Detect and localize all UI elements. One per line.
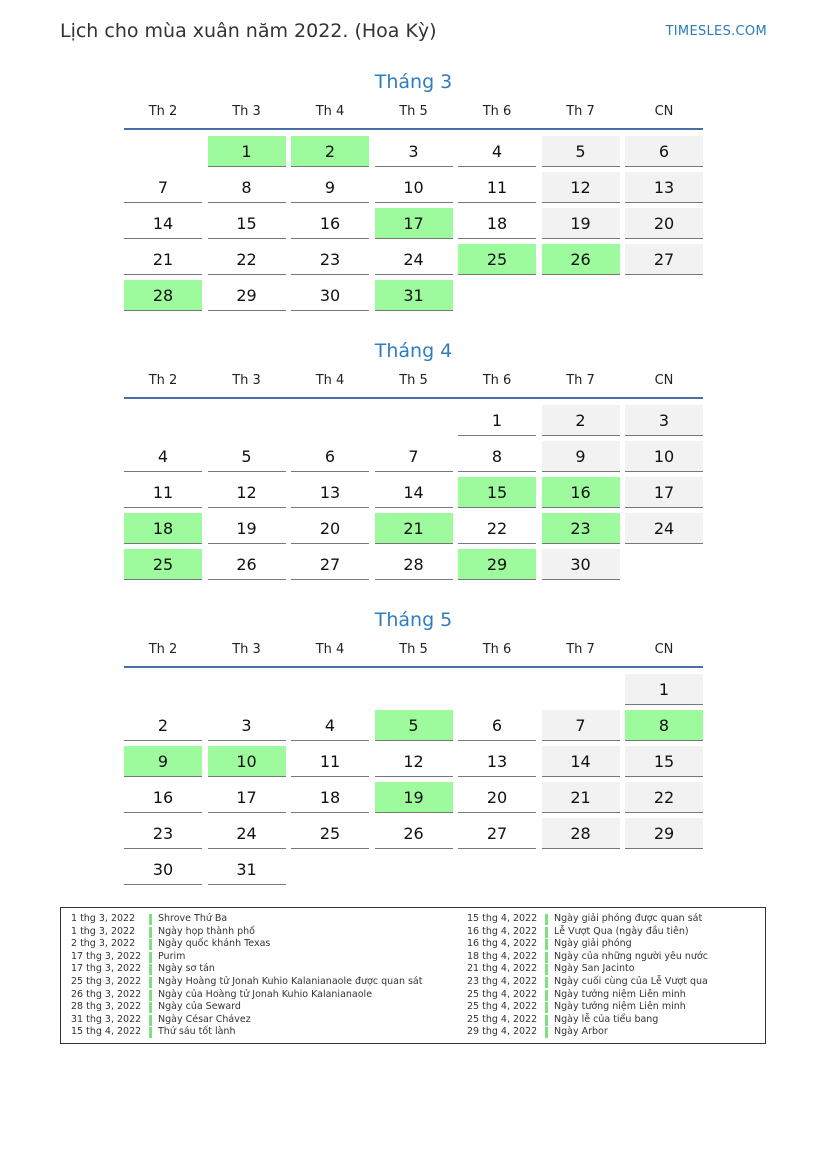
day-cell: 10	[208, 746, 286, 777]
legend-holiday-name: Thứ sáu tốt lành	[158, 1026, 236, 1038]
legend-date: 18 thg 4, 2022	[467, 950, 538, 962]
weekday-header	[124, 101, 703, 130]
day-cell: 16	[291, 208, 369, 239]
day-cell: 7	[542, 710, 620, 741]
holiday-marker	[545, 964, 548, 975]
holiday-marker	[545, 977, 548, 988]
holiday-marker	[149, 939, 152, 950]
weekday-label: Th 6	[482, 373, 512, 388]
legend-holiday-name: Ngày họp thành phố	[158, 925, 255, 937]
legend-holiday-name: Ngày của Hoàng tử Jonah Kuhio Kalanianaole	[158, 988, 373, 1000]
month-title: Tháng 3	[374, 71, 453, 93]
day-cell: 7	[375, 441, 453, 472]
weekday-label: Th 3	[232, 104, 261, 119]
day-cell: 13	[458, 746, 536, 777]
legend-holiday-name: Purim	[158, 950, 186, 962]
day-cell: 15	[208, 208, 286, 239]
holiday-marker	[545, 914, 548, 925]
legend-holiday-name: Ngày giải phóng được quan sát	[554, 913, 703, 924]
holiday-marker	[149, 977, 152, 988]
day-cell: 12	[542, 172, 620, 203]
day-cell: 22	[208, 244, 286, 275]
legend-date: 15 thg 4, 2022	[467, 913, 538, 924]
day-cell: 15	[625, 746, 703, 777]
day-cell: 13	[291, 477, 369, 508]
day-cell: 20	[458, 782, 536, 813]
weekday-label: CN	[654, 642, 674, 657]
holiday-marker	[149, 1027, 152, 1038]
legend-date: 25 thg 4, 2022	[467, 1001, 538, 1013]
weekday-label: Th 4	[315, 373, 345, 388]
day-grid	[124, 130, 703, 330]
day-cell: 2	[291, 136, 369, 167]
holiday-marker	[149, 1015, 152, 1026]
day-cell: 2	[542, 405, 620, 436]
legend-date: 21 thg 4, 2022	[467, 963, 538, 975]
legend-date: 28 thg 3, 2022	[71, 1001, 142, 1013]
legend-date: 25 thg 3, 2022	[71, 975, 142, 987]
day-cell: 29	[208, 280, 286, 311]
holiday-marker	[149, 927, 152, 938]
weekday-label: Th 2	[148, 642, 178, 657]
day-cell: 5	[208, 441, 286, 472]
day-cell: 3	[208, 710, 286, 741]
day-cell: 25	[124, 549, 202, 580]
day-cell: 23	[542, 513, 620, 544]
holiday-marker	[545, 927, 548, 938]
day-cell: 19	[375, 782, 453, 813]
legend-holiday-name: Ngày lễ của tiểu bang	[554, 1013, 659, 1025]
day-cell: 6	[291, 441, 369, 472]
legend-holiday-name: Ngày của những người yêu nước	[554, 950, 708, 962]
legend-date: 31 thg 3, 2022	[71, 1013, 142, 1025]
holiday-marker	[149, 964, 152, 975]
day-cell: 17	[375, 208, 453, 239]
day-cell: 14	[124, 208, 202, 239]
day-cell: 22	[458, 513, 536, 544]
day-cell: 9	[124, 746, 202, 777]
day-cell: 29	[458, 549, 536, 580]
day-cell: 4	[124, 441, 202, 472]
day-cell: 25	[458, 244, 536, 275]
legend-date: 15 thg 4, 2022	[71, 1026, 142, 1038]
day-cell: 24	[375, 244, 453, 275]
day-cell: 18	[291, 782, 369, 813]
day-cell: 12	[208, 477, 286, 508]
holiday-marker	[545, 1015, 548, 1026]
brand-link[interactable]: TIMESLES.COM	[665, 24, 767, 39]
day-cell: 1	[625, 674, 703, 705]
day-cell: 1	[458, 405, 536, 436]
weekday-label: Th 7	[566, 104, 595, 119]
weekday-label: Th 7	[566, 642, 595, 657]
weekday-label: Th 7	[566, 373, 595, 388]
day-cell: 28	[375, 549, 453, 580]
day-cell: 15	[458, 477, 536, 508]
weekday-label: CN	[654, 104, 674, 119]
day-cell: 5	[542, 136, 620, 167]
day-cell: 27	[625, 244, 703, 275]
month-march	[124, 67, 703, 330]
legend-date: 25 thg 4, 2022	[467, 988, 538, 1000]
day-cell: 24	[208, 818, 286, 849]
day-cell: 28	[542, 818, 620, 849]
page-title: Lịch cho mùa xuân năm 2022. (Hoa Kỳ)	[60, 20, 437, 42]
legend-date: 2 thg 3, 2022	[71, 938, 136, 950]
weekday-label: Th 3	[232, 642, 261, 657]
legend-holiday-name: Lễ Vượt Qua (ngày đầu tiên)	[554, 925, 689, 937]
day-cell: 19	[208, 513, 286, 544]
day-cell: 23	[124, 818, 202, 849]
day-cell: 24	[625, 513, 703, 544]
legend-holiday-name: Ngày César Chávez	[158, 1013, 251, 1025]
day-cell: 8	[458, 441, 536, 472]
weekday-label: Th 4	[315, 642, 345, 657]
day-cell: 11	[124, 477, 202, 508]
legend-holiday-name: Ngày của Seward	[158, 1001, 241, 1013]
day-cell: 4	[291, 710, 369, 741]
weekday-label: Th 5	[399, 642, 428, 657]
month-april	[124, 336, 703, 599]
legend-holiday-name: Shrove Thứ Ba	[158, 913, 228, 924]
weekday-label: Th 6	[482, 642, 512, 657]
legend-date: 26 thg 3, 2022	[71, 988, 142, 1000]
day-cell: 16	[542, 477, 620, 508]
day-cell: 3	[625, 405, 703, 436]
month-title: Tháng 4	[374, 340, 453, 362]
legend-date: 17 thg 3, 2022	[71, 950, 142, 962]
holiday-marker	[545, 1027, 548, 1038]
day-cell: 13	[625, 172, 703, 203]
day-cell: 21	[542, 782, 620, 813]
holiday-marker	[149, 914, 152, 925]
legend-date: 29 thg 4, 2022	[467, 1026, 538, 1038]
day-cell: 9	[291, 172, 369, 203]
holiday-legend	[60, 907, 766, 1044]
day-cell: 8	[208, 172, 286, 203]
day-cell: 16	[124, 782, 202, 813]
day-cell: 18	[124, 513, 202, 544]
day-cell: 30	[291, 280, 369, 311]
legend-holiday-name: Ngày Arbor	[554, 1026, 608, 1038]
day-cell: 11	[458, 172, 536, 203]
weekday-label: Th 2	[148, 373, 178, 388]
day-cell: 19	[542, 208, 620, 239]
day-cell: 5	[375, 710, 453, 741]
day-cell: 30	[542, 549, 620, 580]
day-cell: 11	[291, 746, 369, 777]
legend-date: 17 thg 3, 2022	[71, 963, 142, 975]
weekday-header	[124, 639, 703, 668]
legend-holiday-name: Ngày tưởng niệm Liên minh	[554, 988, 686, 1000]
day-cell: 22	[625, 782, 703, 813]
day-cell: 31	[208, 854, 286, 885]
weekday-label: Th 4	[315, 104, 345, 119]
day-cell: 31	[375, 280, 453, 311]
day-cell: 18	[458, 208, 536, 239]
legend-holiday-name: Ngày San Jacinto	[554, 963, 635, 975]
day-cell: 9	[542, 441, 620, 472]
weekday-label: Th 5	[399, 373, 428, 388]
day-cell: 7	[124, 172, 202, 203]
day-cell: 10	[375, 172, 453, 203]
legend-holiday-name: Ngày quốc khánh Texas	[158, 938, 271, 950]
weekday-label: Th 5	[399, 104, 428, 119]
legend-date: 1 thg 3, 2022	[71, 913, 136, 924]
legend-holiday-name: Ngày sơ tán	[158, 963, 215, 975]
day-cell: 27	[291, 549, 369, 580]
day-grid	[124, 399, 703, 599]
day-cell: 21	[124, 244, 202, 275]
day-cell: 17	[208, 782, 286, 813]
legend-holiday-name: Ngày giải phóng	[554, 938, 632, 950]
day-cell: 6	[625, 136, 703, 167]
day-cell: 30	[124, 854, 202, 885]
holiday-marker	[149, 990, 152, 1001]
weekday-header	[124, 370, 703, 399]
legend-date: 25 thg 4, 2022	[467, 1013, 538, 1025]
legend-date: 16 thg 4, 2022	[467, 925, 538, 937]
day-cell: 14	[375, 477, 453, 508]
weekday-label: Th 6	[482, 104, 512, 119]
day-cell: 23	[291, 244, 369, 275]
legend-holiday-name: Ngày cuối cùng của Lễ Vượt qua	[554, 975, 708, 987]
day-cell: 6	[458, 710, 536, 741]
day-cell: 26	[375, 818, 453, 849]
holiday-marker	[545, 990, 548, 1001]
legend-date: 23 thg 4, 2022	[467, 975, 538, 987]
weekday-label: Th 2	[148, 104, 178, 119]
weekday-label: CN	[654, 373, 674, 388]
day-cell: 20	[291, 513, 369, 544]
legend-holiday-name: Ngày Hoàng tử Jonah Kuhio Kalanianaole được quan sát	[158, 975, 423, 987]
day-cell: 14	[542, 746, 620, 777]
holiday-marker	[545, 939, 548, 950]
legend-date: 16 thg 4, 2022	[467, 938, 538, 950]
day-cell: 17	[625, 477, 703, 508]
day-cell: 25	[291, 818, 369, 849]
day-grid	[124, 668, 703, 879]
weekday-label: Th 3	[232, 373, 261, 388]
day-cell: 8	[625, 710, 703, 741]
day-cell: 26	[542, 244, 620, 275]
month-title: Tháng 5	[374, 609, 453, 631]
holiday-marker	[545, 1002, 548, 1013]
day-cell: 4	[458, 136, 536, 167]
day-cell: 28	[124, 280, 202, 311]
day-cell: 27	[458, 818, 536, 849]
holiday-marker	[149, 1002, 152, 1013]
day-cell: 3	[375, 136, 453, 167]
day-cell: 26	[208, 549, 286, 580]
legend-holiday-name: Ngày tưởng niệm Liên minh	[554, 1001, 686, 1013]
day-cell: 12	[375, 746, 453, 777]
legend-date: 1 thg 3, 2022	[71, 925, 136, 937]
day-cell: 20	[625, 208, 703, 239]
month-may	[124, 605, 703, 879]
day-cell: 10	[625, 441, 703, 472]
day-cell: 1	[208, 136, 286, 167]
holiday-marker	[545, 952, 548, 963]
holiday-marker	[149, 952, 152, 963]
day-cell: 29	[625, 818, 703, 849]
day-cell: 21	[375, 513, 453, 544]
day-cell: 2	[124, 710, 202, 741]
